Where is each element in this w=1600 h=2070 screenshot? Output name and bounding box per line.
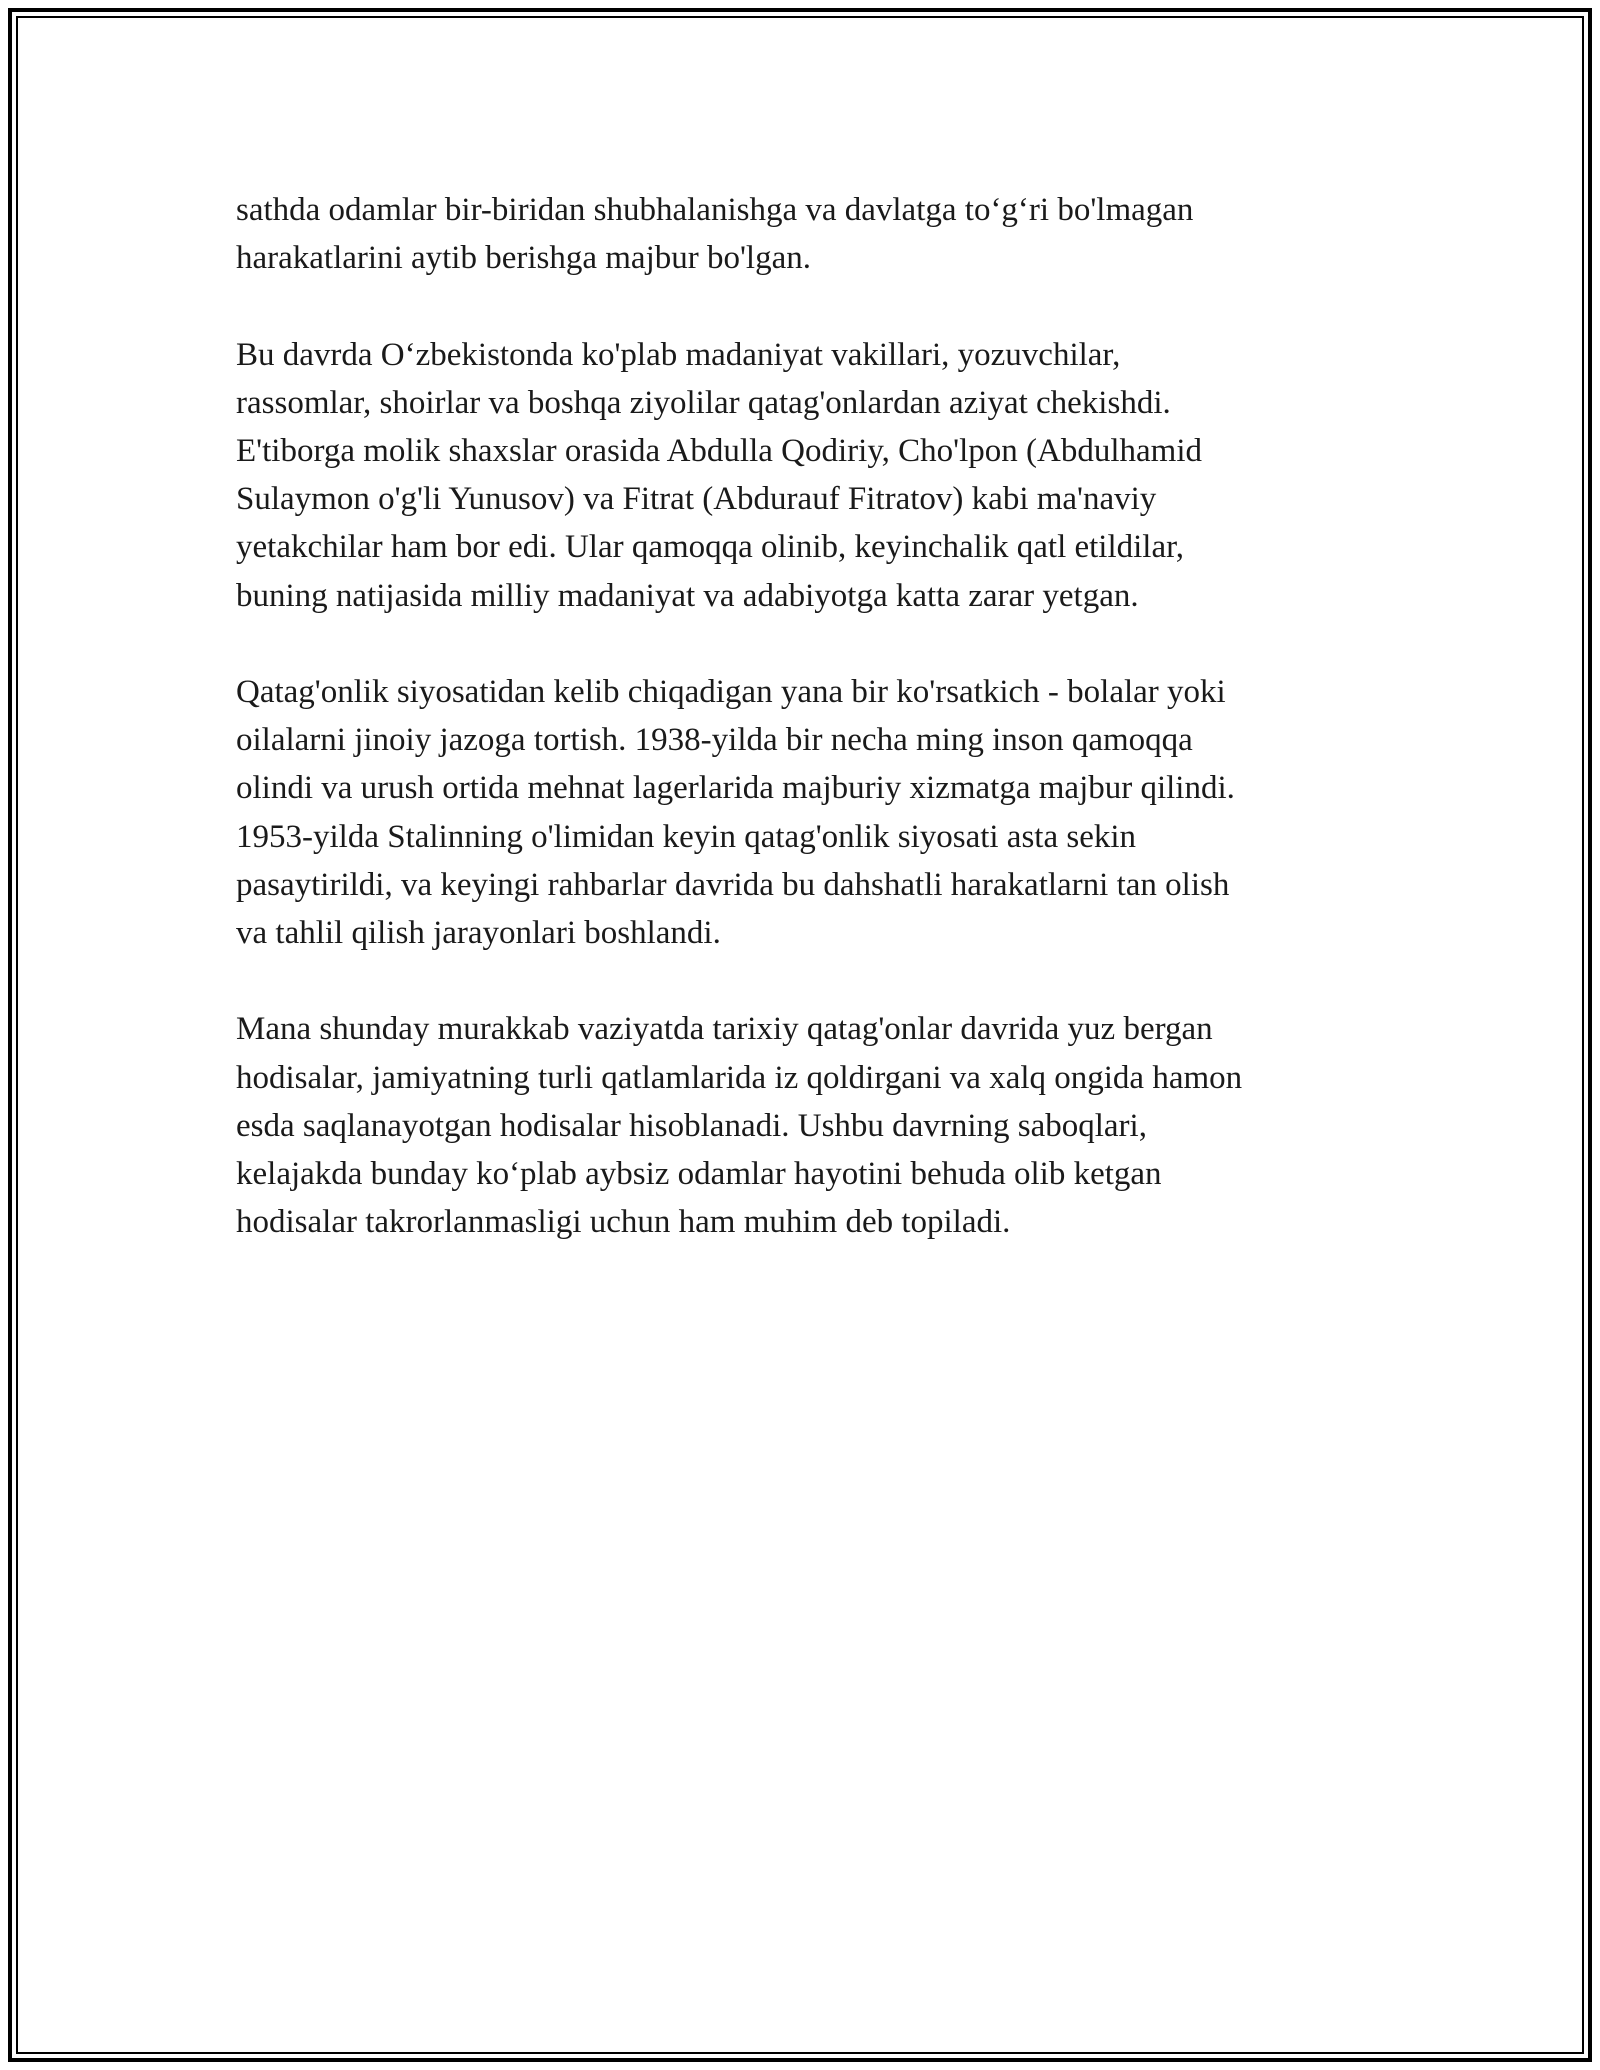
text-line: olindi va urush ortida mehnat lagerlarida majburiy xizmatga majbur qilindi. [236, 770, 1235, 807]
text-line: Bu davrda O‘zbekistonda ko'plab madaniyat vakillari, yozuvchilar, [236, 336, 1121, 373]
text-line: hodisalar takrorlanmasligi uchun ham muhim deb topiladi. [236, 1204, 1011, 1241]
paragraph-2 [236, 331, 1376, 620]
text-line: kelajakda bunday ko‘plab aybsiz odamlar hayotini behuda olib ketgan [236, 1156, 1162, 1193]
text-line: E'tiborga molik shaxslar orasida Abdulla Qodiriy, Cho'lpon (Abdulhamid [236, 433, 1203, 469]
text-line: Sulaymon o'g'li Yunusov) va Fitrat (Abdurauf Fitratov) kabi ma'naviy [236, 481, 1157, 518]
paragraph-4 [236, 1005, 1376, 1246]
document-body [236, 186, 1376, 1295]
text-line: sathda odamlar bir-biridan shubhalanishga va davlatga to‘g‘ri bo'lmagan [236, 192, 1194, 228]
text-line: harakatlarini aytib berishga majbur bo'lgan. [236, 240, 812, 277]
text-line: Mana shunday murakkab vaziyatda tarixiy qatag'onlar davrida yuz bergan [236, 1011, 1213, 1048]
paragraph-3 [236, 668, 1376, 957]
paragraph-1 [236, 186, 1376, 282]
text-line: Qatag'onlik siyosatidan kelib chiqadigan yana bir ko'rsatkich - bolalar yoki [236, 674, 1226, 710]
text-line: hodisalar, jamiyatning turli qatlamlarida iz qoldirgani va xalq ongida hamon [236, 1059, 1243, 1096]
text-line: va tahlil qilish jarayonlari boshlandi. [236, 915, 721, 952]
text-line: buning natijasida milliy madaniyat va adabiyotga katta zarar yetgan. [236, 577, 1139, 614]
text-line: esda saqlanayotgan hodisalar hisoblanadi. Ushbu davrning saboqlari, [236, 1107, 1147, 1144]
text-line: oilalarni jinoiy jazoga tortish. 1938-yilda bir necha ming inson qamoqqa [236, 722, 1193, 759]
text-line: pasaytirildi, va keyingi rahbarlar davrida bu dahshatli harakatlarni tan olish [236, 866, 1230, 903]
text-line: yetakchilar ham bor edi. Ular qamoqqa olinib, keyinchalik qatl etildilar, [236, 529, 1185, 566]
text-line: 1953-yilda Stalinning o'limidan keyin qatag'onlik siyosati asta sekin [236, 818, 1137, 855]
text-line: rassomlar, shoirlar va boshqa ziyolilar qatag'onlardan aziyat chekishdi. [236, 384, 1171, 421]
